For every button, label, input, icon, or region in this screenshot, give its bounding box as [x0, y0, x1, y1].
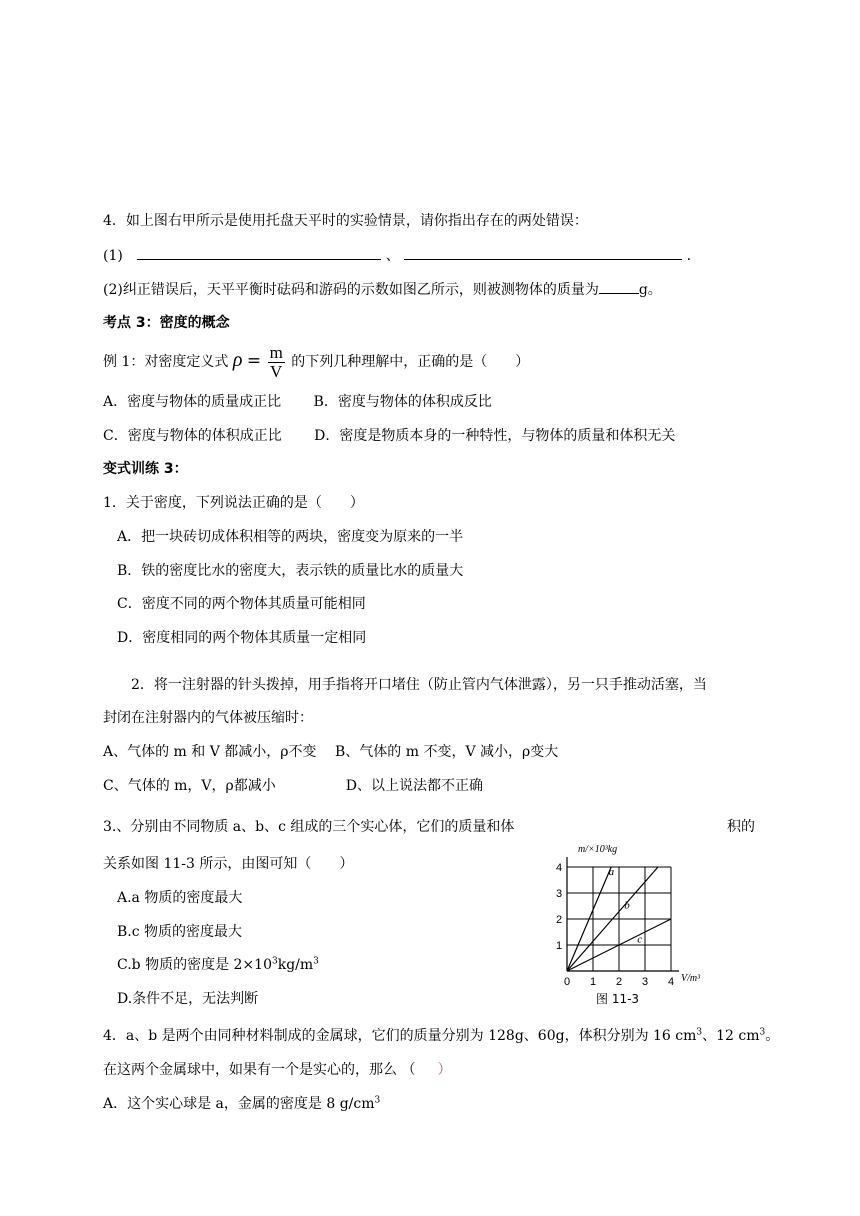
t4-option-a	[103, 1094, 380, 1114]
answer-blank-mass[interactable]	[599, 279, 639, 294]
q4-part1-separator: 、	[385, 248, 400, 264]
t4-sup-a: 3	[696, 1027, 703, 1038]
example-1	[103, 340, 529, 382]
t4-line2-text: 在这两个金属球中，如果有一个是实心的，那么 （	[103, 1062, 416, 1078]
t1-option-b: B．铁的密度比水的密度大，表示铁的质量比水的质量大	[117, 563, 464, 579]
t2-options-ab: A、气体的 m 和 V 都减小，ρ不变 B、气体的 m 不变，V 减小，ρ变大	[103, 744, 559, 760]
t3-option-c-unit: kg/m	[277, 957, 314, 973]
chart-grid	[567, 867, 671, 971]
t1-stem: 1．关于密度，下列说法正确的是（ ）	[103, 495, 364, 511]
t4-line1-b: 、12 cm	[702, 1028, 760, 1044]
t3-option-c	[117, 955, 319, 975]
x-tick-label: 2	[616, 976, 623, 988]
t3-option-c-text: C.b 物质的密度是 2×10	[117, 957, 272, 973]
section-title-training-3: 变式训练 3：	[103, 461, 188, 477]
t3-stem-line1a: 3.、分别由不同物质 a、b、c 组成的三个实心体，它们的质量和体	[103, 819, 515, 835]
mass-volume-chart	[548, 838, 701, 1008]
y-tick-label: 1	[556, 940, 563, 952]
series-label-b: b	[624, 899, 630, 912]
rho-symbol: ρ	[232, 349, 243, 371]
q4-intro: 4．如上图右甲所示是使用托盘天平时的实验情景，请你指出存在的两处错误：	[103, 213, 588, 229]
series-label-c: c	[637, 933, 643, 946]
t4-line1-a: 4．a、b 是两个由同种材料制成的金属球，它们的质量分别为 128g、60g，体积分别为 16 cm	[103, 1028, 697, 1044]
y-tick-label: 4	[556, 862, 563, 874]
fraction-denominator: V	[270, 361, 283, 381]
t3-stem-line1b: 积的	[727, 819, 755, 835]
x-tick-label: 4	[668, 976, 675, 988]
x-tick-label: 1	[590, 976, 597, 988]
t1-option-d: D．密度相同的两个物体其质量一定相同	[117, 630, 367, 646]
q4-part1-end: .	[686, 248, 692, 264]
example-1-options-cd: C．密度与物体的体积成正比 D．密度是物质本身的一种特性，与物体的质量和体积无关	[103, 428, 676, 444]
q4-part2-unit: g。	[638, 282, 662, 298]
answer-blank-2[interactable]	[404, 245, 682, 260]
q4-part2-text: (2)纠正错误后，天平平衡时砝码和游码的示数如图乙所示，则被测物体的质量为	[103, 282, 599, 298]
t4-line1-c: 。	[765, 1028, 780, 1044]
t3-option-b: B.c 物质的密度最大	[117, 924, 243, 940]
t4-option-a-text: A．这个实心球是 a，金属的密度是 8 g/cm	[103, 1096, 375, 1112]
t2-stem-line2: 封闭在注射器内的气体被压缩时：	[103, 710, 313, 726]
chart-labels	[556, 844, 701, 1006]
t3-option-c-sup1: 3	[271, 956, 278, 967]
t1-option-c: C．密度不同的两个物体其质量可能相同	[117, 596, 366, 612]
answer-blank-1[interactable]	[137, 245, 381, 260]
t3-option-a: A.a 物质的密度最大	[117, 890, 243, 906]
q4-part1-label: (1)	[103, 248, 123, 264]
t2-stem-line1: 2．将一注射器的针头拨掉，用手指将开口堵住（防止管内气体泄露），另一只手推动活塞，当	[131, 677, 707, 693]
series-label-a: a	[608, 865, 615, 878]
example-1-options-ab: A．密度与物体的质量成正比 B．密度与物体的体积成反比	[103, 394, 492, 410]
section-title-kp3: 考点 3：密度的概念	[103, 315, 230, 331]
t3-option-c-sup2: 3	[313, 956, 319, 967]
t3-stem-line2: 关系如图 11-3 所示，由图可知（ ）	[103, 856, 354, 872]
t2-options-cd: C、气体的 m，V，ρ都减小 D、以上说法都不正确	[103, 778, 484, 794]
y-tick-label: 3	[556, 888, 563, 900]
t4-answer-paren: ）	[437, 1062, 452, 1078]
figure-caption: 图 11-3	[596, 992, 640, 1006]
t4-option-a-sup: 3	[374, 1095, 381, 1106]
density-fraction	[268, 344, 285, 381]
q4-part2	[103, 279, 662, 300]
t4-line2	[103, 1060, 451, 1080]
x-tick-label: 3	[642, 976, 649, 988]
x-axis-title: V/m³	[681, 973, 701, 984]
t3-option-d: D.条件不足，无法判断	[117, 991, 259, 1007]
t4-line1	[103, 1026, 779, 1046]
y-axis-title: m/×10³kg	[578, 844, 618, 855]
example-1-prefix: 例 1：对密度定义式	[103, 354, 229, 370]
x-tick-label: 0	[564, 976, 571, 988]
t1-option-a: A．把一块砖切成体积相等的两块，密度变为原来的一半	[117, 529, 464, 545]
equals-sign: =	[246, 351, 262, 371]
t4-sup-b: 3	[759, 1027, 766, 1038]
y-tick-label: 2	[556, 914, 563, 926]
fraction-numerator: m	[269, 342, 283, 362]
example-1-suffix: 的下列几种理解中，正确的是（ ）	[291, 354, 530, 370]
chart-axes	[567, 857, 679, 971]
q4-part1	[103, 245, 691, 266]
